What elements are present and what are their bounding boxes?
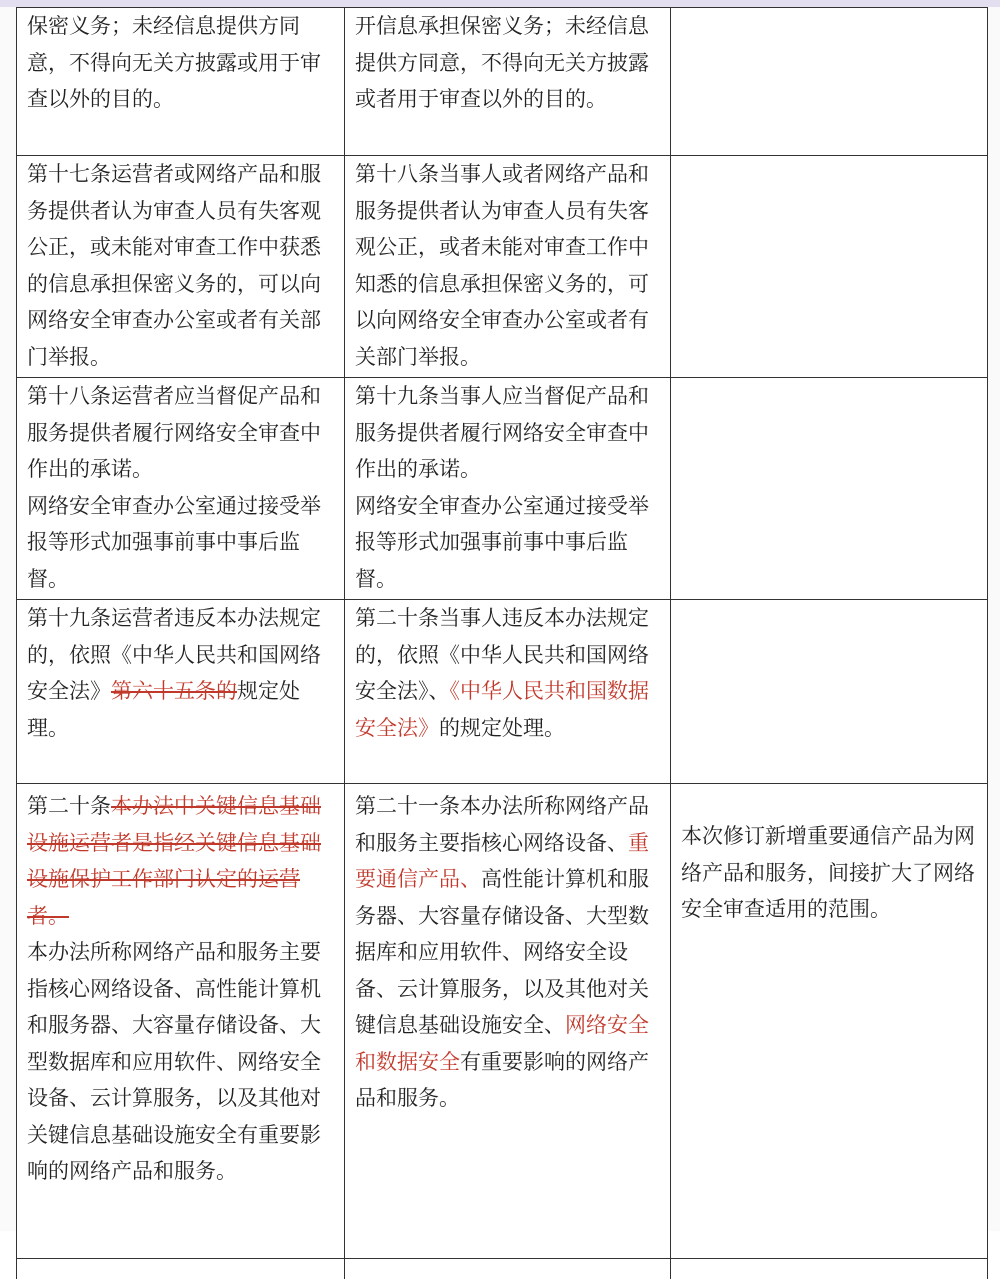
- new-paragraph: 第十九条当事人应当督促产品和服务提供者履行网络安全审查中作出的承诺。: [355, 378, 658, 488]
- new-text: 的规定处理。: [439, 716, 565, 740]
- added-text: 重要通信产品、: [355, 831, 649, 892]
- old-text: 第十七条运营者或网络产品和服务提供者认为审查人员有失客观公正，或未能对审查工作中获悉的信息承担保密义务的，可以向网络安全审查办公室或者有关部门举报。: [27, 162, 321, 369]
- note-text: 本次修订新增重要通信产品为网络产品和服务，间接扩大了网络安全审查适用的范围。: [681, 824, 975, 921]
- empty-cell: [345, 1259, 671, 1279]
- new-text: 第二十条当事人违反本办法规定的，依照《中华人民共和国网络安全法》、: [355, 606, 649, 703]
- old-text: 保密义务；未经信息提供方同意，不得向无关方披露或用于审查以外的目的。: [27, 14, 321, 111]
- new-text-cell: [345, 378, 671, 600]
- table-row: [17, 378, 988, 600]
- new-paragraph: 网络安全审查办公室通过接受举报等形式加强事前事中事后监督。: [355, 488, 658, 598]
- empty-cell: [17, 1259, 345, 1279]
- new-text: 高性能计算机和服务器、大容量存储设备、大型数据库和应用软件、网络安全设备、云计算服务，以及其他对关键信息基础设施安全、: [355, 867, 649, 1037]
- old-paragraph: 第十八条运营者应当督促产品和服务提供者履行网络安全审查中作出的承诺。: [27, 378, 332, 488]
- new-text-cell: [345, 600, 671, 784]
- document-page: [0, 7, 1000, 1231]
- table-row: [17, 600, 988, 784]
- table-row: [17, 1259, 988, 1279]
- deleted-text: 第六十五条的: [111, 679, 237, 703]
- old-text-cell: [17, 156, 345, 378]
- new-text: 有重要影响的网络产品和服务。: [355, 1050, 649, 1111]
- note-cell: [671, 784, 988, 1259]
- empty-cell: [671, 1259, 988, 1279]
- old-text-cell: [17, 600, 345, 784]
- note-cell: [671, 8, 988, 156]
- old-text-cell: [17, 378, 345, 600]
- table-row: [17, 8, 988, 156]
- deleted-text: 本办法中关键信息基础设施运营者是指经关键信息基础设施保护工作部门认定的运营者。: [27, 794, 321, 928]
- top-bar: [0, 0, 1000, 7]
- note-cell: [671, 600, 988, 784]
- comparison-table: [16, 7, 988, 1279]
- old-paragraph: 本办法所称网络产品和服务主要指核心网络设备、高性能计算机和服务器、大容量存储设备、大型数据库和应用软件、网络安全设备、云计算服务，以及其他对关键信息基础设施安全有重要影响的网络产品和服务。: [27, 934, 332, 1190]
- table-row: [17, 784, 988, 1259]
- old-text: 第二十条: [27, 794, 111, 818]
- old-text-cell: [17, 8, 345, 156]
- new-text-cell: [345, 156, 671, 378]
- new-text: 第二十一条本办法所称网络产品和服务主要指核心网络设备、: [355, 794, 649, 855]
- old-paragraph: 网络安全审查办公室通过接受举报等形式加强事前事中事后监督。: [27, 488, 332, 598]
- old-text: 第十九条运营者违反本办法规定的，依照《中华人民共和国网络安全法》: [27, 606, 321, 703]
- note-cell: [671, 378, 988, 600]
- added-text: 《中华人民共和国数据安全法》: [355, 679, 649, 740]
- old-text: 规定处理。: [27, 679, 300, 740]
- note-cell: [671, 156, 988, 378]
- new-text: 第十八条当事人或者网络产品和服务提供者认为审查人员有失客观公正，或者未能对审查工作中知悉的信息承担保密义务的，可以向网络安全审查办公室或者有关部门举报。: [355, 162, 649, 369]
- table-row: [17, 156, 988, 378]
- added-text: 网络安全和数据安全: [355, 1013, 649, 1074]
- new-text: 开信息承担保密义务；未经信息提供方同意，不得向无关方披露或者用于审查以外的目的。: [355, 14, 649, 111]
- new-text-cell: [345, 8, 671, 156]
- old-text-cell: [17, 784, 345, 1259]
- old-paragraph: [27, 788, 332, 934]
- new-text-cell: [345, 784, 671, 1259]
